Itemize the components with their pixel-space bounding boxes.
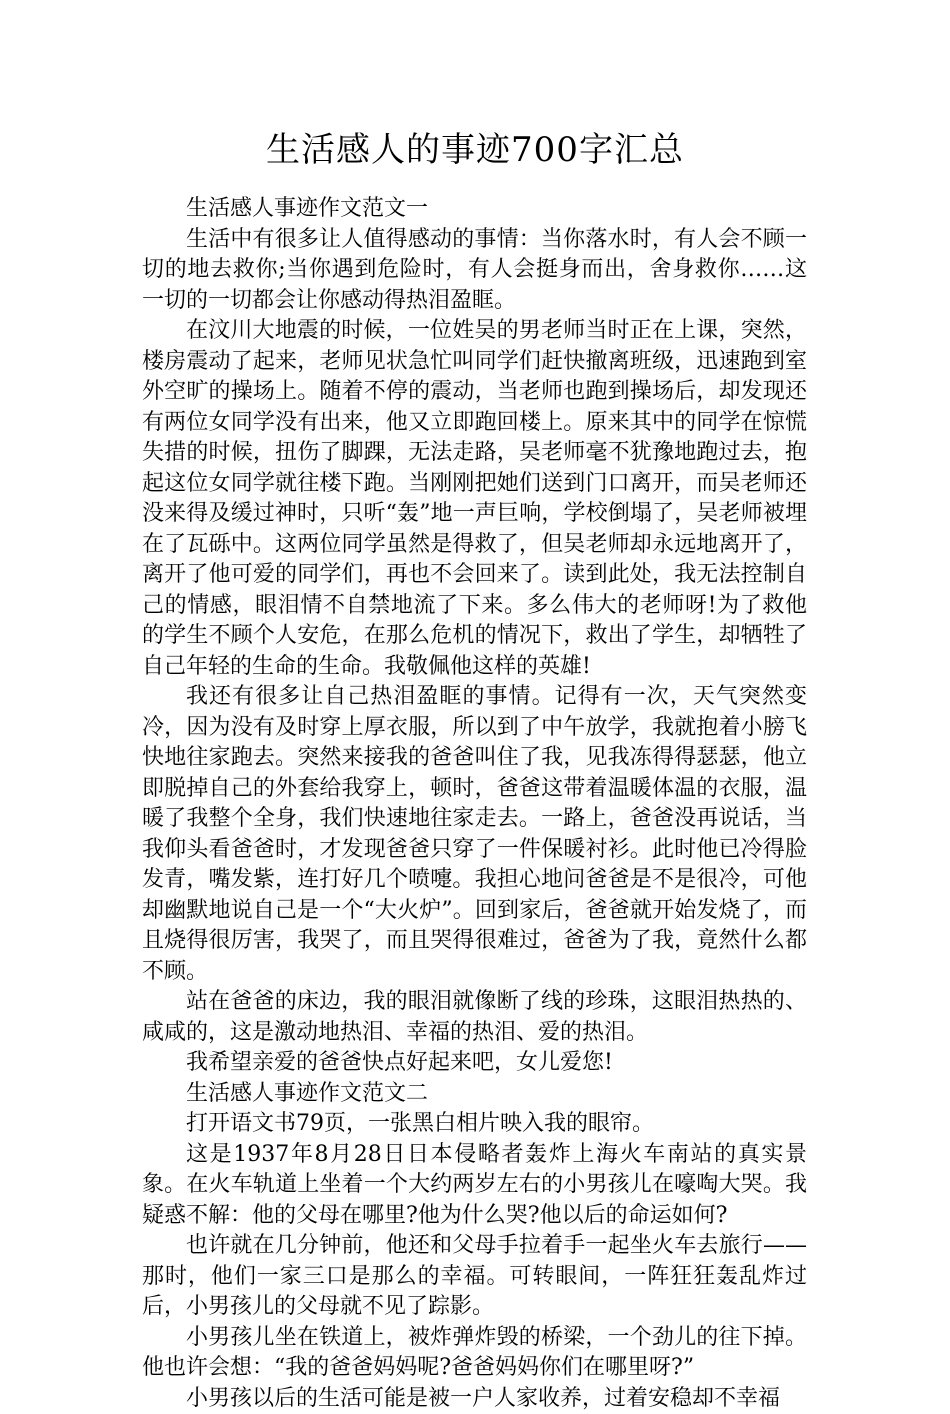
paragraph: 这是1937年8月28日日本侵略者轰炸上海火车南站的真实景象。在火车轨道上坐着一个大约两岁左右的小男孩儿在嚎啕大哭。我疑惑不解：他的父母在哪里?他为什么哭?他以后的命运如何? (142, 1140, 807, 1232)
heading-essay-one: 生活感人事迹作文范文一 (142, 194, 807, 225)
paragraph: 小男孩以后的生活可能是被一户人家收养，过着安稳却不幸福 (142, 1384, 807, 1414)
paragraph: 小男孩儿坐在铁道上，被炸弹炸毁的桥梁，一个劲儿的往下掉。他也许会想：“我的爸爸妈妈呢?爸爸妈妈你们在哪里呀?” (142, 1323, 807, 1384)
paragraph: 也许就在几分钟前，他还和父母手拉着手一起坐火车去旅行——那时，他们一家三口是那么的幸福。可转眼间，一阵狂狂轰乱炸过后，小男孩儿的父母就不见了踪影。 (142, 1231, 807, 1323)
document-body (142, 194, 807, 1414)
heading-essay-two: 生活感人事迹作文范文二 (142, 1079, 807, 1110)
paragraph: 我希望亲爱的爸爸快点好起来吧，女儿爱您! (142, 1048, 807, 1079)
paragraph: 我还有很多让自己热泪盈眶的事情。记得有一次，天气突然变冷，因为没有及时穿上厚衣服，所以到了中午放学，我就抱着小膀飞快地往家跑去。突然来接我的爸爸叫住了我，见我冻得得瑟瑟，他立即脱掉自己的外套给我穿上，顿时，爸爸这带着温暖体温的衣服，温暖了我整个全身，我们快速地往家走去。一路上，爸爸没再说话，当我仰头看爸爸时，才发现爸爸只穿了一件保暖衬衫。此时他已冷得脸发青，嘴发紫，连打好几个喷嚏。我担心地问爸爸是不是很冷，可他却幽默地说自己是一个“大火炉”。回到家后，爸爸就开始发烧了，而且烧得很厉害，我哭了，而且哭得很难过，爸爸为了我，竟然什么都不顾。 (142, 682, 807, 987)
paragraph: 生活中有很多让人值得感动的事情：当你落水时，有人会不顾一切的地去救你;当你遇到危险时，有人会挺身而出，舍身救你……这一切的一切都会让你感动得热泪盈眶。 (142, 225, 807, 317)
paragraph: 站在爸爸的床边，我的眼泪就像断了线的珍珠，这眼泪热热的、咸咸的，这是激动地热泪、幸福的热泪、爱的热泪。 (142, 987, 807, 1048)
paragraph: 在汶川大地震的时候，一位姓吴的男老师当时正在上课，突然，楼房震动了起来，老师见状急忙叫同学们赶快撤离班级，迅速跑到室外空旷的操场上。随着不停的震动，当老师也跑到操场后，却发现还有两位女同学没有出来，他又立即跑回楼上。原来其中的同学在惊慌失措的时候，扭伤了脚踝，无法走路，吴老师毫不犹豫地跑过去，抱起这位女同学就往楼下跑。当刚刚把她们送到门口离开，而吴老师还没来得及缓过神时，只听“轰”地一声巨响，学校倒塌了，吴老师被埋在了瓦砾中。这两位同学虽然是得救了，但吴老师却永远地离开了，离开了他可爱的同学们，再也不会回来了。读到此处，我无法控制自己的情感，眼泪情不自禁地流了下来。多么伟大的老师呀!为了救他的学生不顾个人安危，在那么危机的情况下，救出了学生，却牺牲了自己年轻的生命的生命。我敬佩他这样的英雄! (142, 316, 807, 682)
paragraph: 打开语文书79页，一张黑白相片映入我的眼帘。 (142, 1109, 807, 1140)
document-title: 生活感人的事迹700字汇总 (0, 128, 950, 172)
